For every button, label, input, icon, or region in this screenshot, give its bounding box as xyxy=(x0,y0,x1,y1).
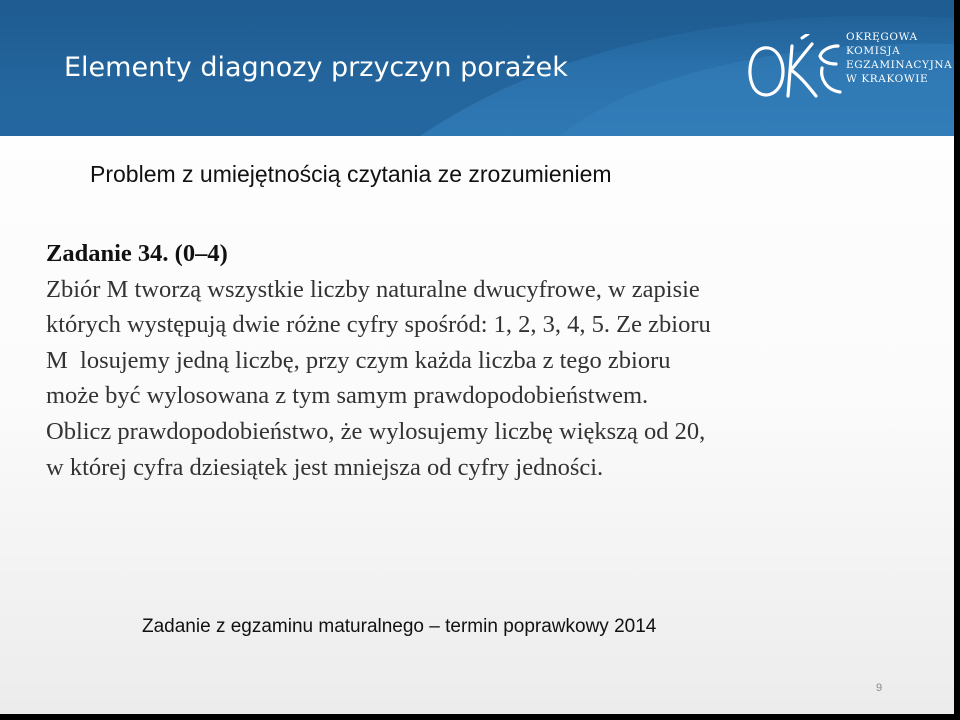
page-number: 9 xyxy=(876,682,883,694)
slide-header xyxy=(0,0,954,136)
task-line-6: w której cyfra dziesiątek jest mniejsza od cyfry jedności. xyxy=(46,453,604,481)
oke-logo xyxy=(742,30,953,108)
task-line-2: których występują dwie różne cyfry spośród: 1, 2, 3, 4, 5. Ze zbioru xyxy=(46,311,711,339)
task-heading xyxy=(46,236,926,272)
oke-logo-mark xyxy=(742,34,842,104)
logo-line-4: W KRAKOWIE xyxy=(846,73,929,85)
task-line-4: może być wylosowana z tym samym prawdopodobieństwem. xyxy=(46,382,649,410)
task-line-5: Oblicz prawdopodobieństwo, że wylosujemy liczbę większą od 20, xyxy=(46,417,706,445)
task-points: (0–4) xyxy=(174,240,228,267)
logo-line-1: OKRĘGOWA xyxy=(846,31,918,43)
task-text xyxy=(46,236,926,485)
task-title: Zadanie 34. xyxy=(46,240,169,267)
slide-title: Elementy diagnozy przyczyn porażek xyxy=(64,52,568,83)
slide-footer: Zadanie z egzaminu maturalnego – termin poprawkowy 2014 xyxy=(142,616,657,637)
task-line-3: M losujemy jedną liczbę, przy czym każda liczba z tego zbioru xyxy=(46,346,671,374)
logo-line-2: KOMISJA xyxy=(846,45,901,57)
task-line-1: Zbiór M tworzą wszystkie liczby naturalne dwucyfrowe, w zapisie xyxy=(46,275,700,303)
slide-subtitle: Problem z umiejętnością czytania ze zrozumieniem xyxy=(90,161,612,187)
logo-line-3: EGZAMINACYJNA xyxy=(846,59,953,71)
oke-logo-text xyxy=(846,30,952,86)
